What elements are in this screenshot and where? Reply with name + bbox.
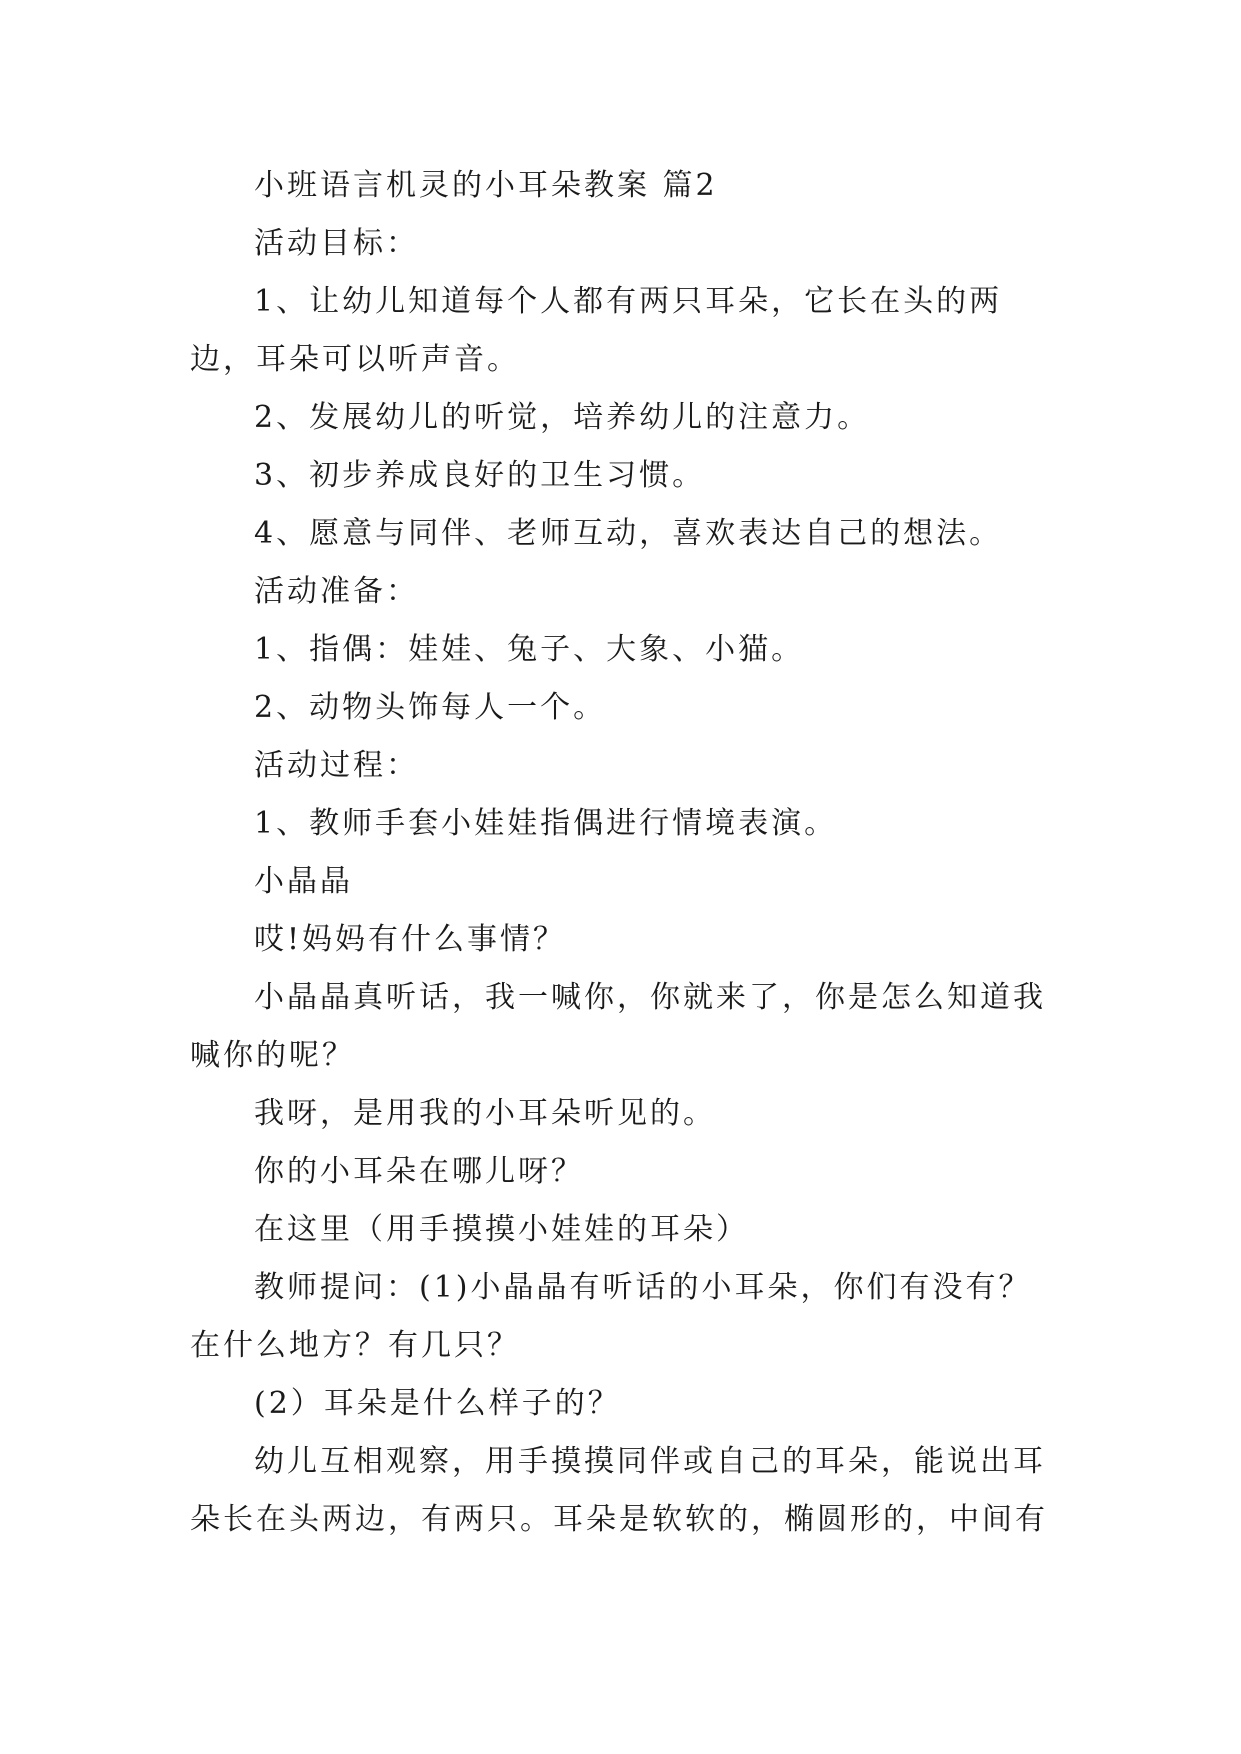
dialogue-line: 哎!妈妈有什么事情？ <box>254 922 567 957</box>
goal-item-1: 1、让幼儿知道每个人都有两只耳朵，它长在头的两边，耳朵可以听声音。 <box>190 284 1003 377</box>
section-title: 小班语言机灵的小耳朵教案 篇2 <box>254 168 718 203</box>
process-step-1: 1、教师手套小娃娃指偶进行情境表演。 <box>254 806 838 841</box>
preparation-item-1: 1、指偶：娃娃、兔子、大象、小猫。 <box>254 632 805 667</box>
goal-item-3: 3、初步养成良好的卫生习惯。 <box>254 458 706 493</box>
observation-paragraph: 幼儿互相观察，用手摸摸同伴或自己的耳朵，能说出耳朵长在头两边，有两只。耳朵是软软的，椭圆形的，中间有 <box>190 1444 1048 1537</box>
heading-activity-goals: 活动目标： <box>254 226 419 261</box>
document-body <box>190 157 1050 1549</box>
goal-item-4: 4、愿意与同伴、老师互动，喜欢表达自己的想法。 <box>254 516 1003 551</box>
dialogue-line: 在这里（用手摸摸小娃娃的耳朵） <box>254 1212 749 1247</box>
teacher-question: (2）耳朵是什么样子的？ <box>254 1386 621 1421</box>
goal-item-2: 2、发展幼儿的听觉，培养幼儿的注意力。 <box>254 400 871 435</box>
dialogue-line: 小晶晶 <box>254 864 353 899</box>
dialogue-line: 小晶晶真听话，我一喊你，你就来了，你是怎么知道我喊你的呢？ <box>190 980 1046 1073</box>
heading-activity-process: 活动过程： <box>254 748 419 783</box>
preparation-item-2: 2、动物头饰每人一个。 <box>254 690 607 725</box>
teacher-question: 教师提问：(1)小晶晶有听话的小耳朵，你们有没有？在什么地方？有几只？ <box>190 1270 1032 1363</box>
dialogue-line: 你的小耳朵在哪儿呀？ <box>254 1154 584 1189</box>
dialogue-line: 我呀，是用我的小耳朵听见的。 <box>254 1096 716 1131</box>
heading-activity-preparation: 活动准备： <box>254 574 419 609</box>
